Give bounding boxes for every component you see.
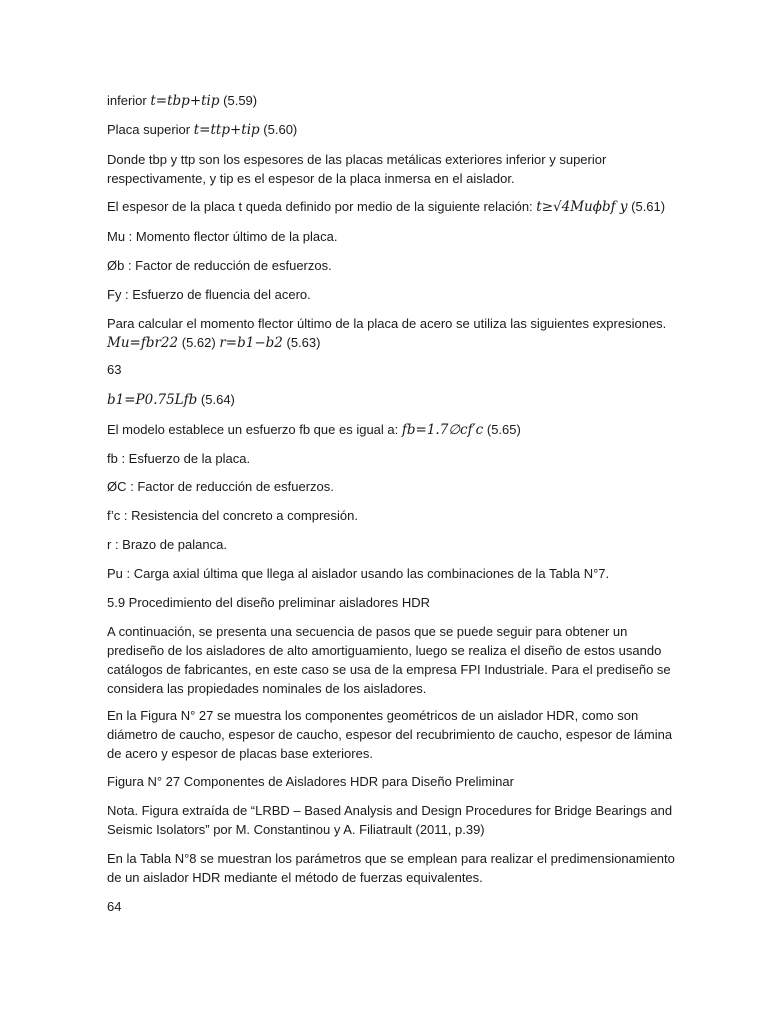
equation-number: (5.65) (486, 422, 521, 437)
page-number (107, 360, 667, 379)
paragraph-tabla (107, 849, 675, 887)
definition-mu (107, 227, 667, 246)
text-line: ØC : Factor de reducción de esfuerzos. (107, 479, 334, 494)
definition-fb (107, 449, 667, 468)
text-line: catálogos de fabricantes, en este caso se usa de la empresa FPI Industriale. Para el prediseño se (107, 662, 671, 677)
formula: 𝑀𝑢=𝑓𝑏𝑟22 (107, 335, 179, 351)
text-line: Øb : Factor de reducción de esfuerzos. (107, 258, 332, 273)
formula: 𝑡=𝑡𝑏𝑝+𝑡𝑖𝑝 (150, 93, 220, 109)
equation-5-61 (107, 197, 667, 217)
text-line: de acero y espesor de placas base exteriores. (107, 746, 373, 761)
eq-prefix: El espesor de la placa t queda definido por medio de la siguiente relación: (107, 199, 533, 214)
heading-5-9: 5.9 Procedimiento del diseño preliminar aisladores HDR (107, 595, 430, 610)
definition-pu (107, 564, 667, 583)
definition-oc (107, 477, 667, 496)
text-line: Donde tbp y ttp son los espesores de las placas metálicas exteriores inferior y superior (107, 152, 607, 167)
text-line: respectivamente, y tip es el espesor de la placa inmersa en el aislador. (107, 171, 515, 186)
equation-number: (5.63) (286, 335, 321, 350)
paragraph-continuacion (107, 622, 671, 698)
eq-prefix: El modelo establece un esfuerzo fb que es igual a: (107, 422, 399, 437)
formula: 𝑟=𝑏1−𝑏2 (219, 335, 283, 351)
definition-fy (107, 285, 667, 304)
page-number (107, 897, 667, 916)
formula: 𝑓𝑏=1.7∅𝑐𝑓′𝑐 (401, 422, 484, 438)
text-line: de un aislador HDR mediante el método de fuerzas equivalentes. (107, 870, 483, 885)
text-line: Fy : Esfuerzo de fluencia del acero. (107, 287, 311, 302)
paragraph-donde (107, 150, 667, 188)
equations-5-62-5-63 (107, 333, 667, 353)
equation-5-60 (107, 120, 667, 140)
text-line: r : Brazo de palanca. (107, 537, 227, 552)
text-line: considera las propiedades nominales de los aisladores. (107, 681, 427, 696)
definition-fc (107, 506, 667, 525)
equation-number: (5.62) (181, 335, 216, 350)
figure-caption (107, 772, 667, 791)
text-line: A continuación, se presenta una secuencia de pasos que se puede seguir para obtener un (107, 624, 628, 639)
text-line: f’c : Resistencia del concreto a compresión. (107, 508, 358, 523)
text-line: prediseño de los aisladores de alto amortiguamiento, luego se realiza el diseño de estos usando (107, 643, 662, 658)
text-line: Pu : Carga axial última que llega al aislador usando las combinaciones de la Tabla N°7. (107, 566, 610, 581)
text-line: Seismic Isolators” por M. Constantinou y A. Filiatrault (2011, p.39) (107, 822, 485, 837)
paragraph-figura (107, 706, 673, 763)
equation-number: (5.64) (200, 392, 235, 407)
caption-text: Figura N° 27 Componentes de Aisladores HDR para Diseño Preliminar (107, 774, 514, 789)
formula: 𝑡≥√4𝑀𝑢𝜙𝑏𝑓 𝑦 (536, 199, 628, 215)
equation-5-64 (107, 390, 667, 410)
equation-5-59 (107, 91, 667, 111)
text-line: diámetro de caucho, espesor de caucho, espesor del recubrimiento de caucho, espesor de lámina (107, 727, 673, 742)
definition-ob (107, 256, 667, 275)
text-line: Para calcular el momento flector último de la placa de acero se utiliza las siguientes expresiones. (107, 316, 667, 331)
definition-r (107, 535, 667, 554)
eq-prefix: inferior (107, 93, 147, 108)
formula: 𝑏1=𝑃0.75𝐿𝑓𝑏 (107, 392, 198, 408)
paragraph-calc (107, 314, 667, 353)
text-line: fb : Esfuerzo de la placa. (107, 451, 251, 466)
page-number-64: 64 (107, 899, 122, 914)
equation-number: (5.60) (263, 122, 298, 137)
equation-number: (5.61) (631, 199, 666, 214)
text-line: Nota. Figura extraída de “LRBD – Based Analysis and Design Procedures for Bridge Bearings and (107, 803, 673, 818)
eq-prefix: Placa superior (107, 122, 191, 137)
equation-5-65 (107, 420, 667, 440)
paragraph-nota (107, 801, 673, 839)
equation-number: (5.59) (223, 93, 258, 108)
text-line: En la Tabla N°8 se muestran los parámetros que se emplean para realizar el predimensionamiento (107, 851, 675, 866)
formula: 𝑡=𝑡𝑡𝑝+𝑡𝑖𝑝 (193, 122, 260, 138)
page-number-63: 63 (107, 362, 122, 377)
text-line: Mu : Momento flector último de la placa. (107, 229, 338, 244)
text-line: En la Figura N° 27 se muestra los componentes geométricos de un aislador HDR, como son (107, 708, 639, 723)
section-heading (107, 593, 667, 612)
